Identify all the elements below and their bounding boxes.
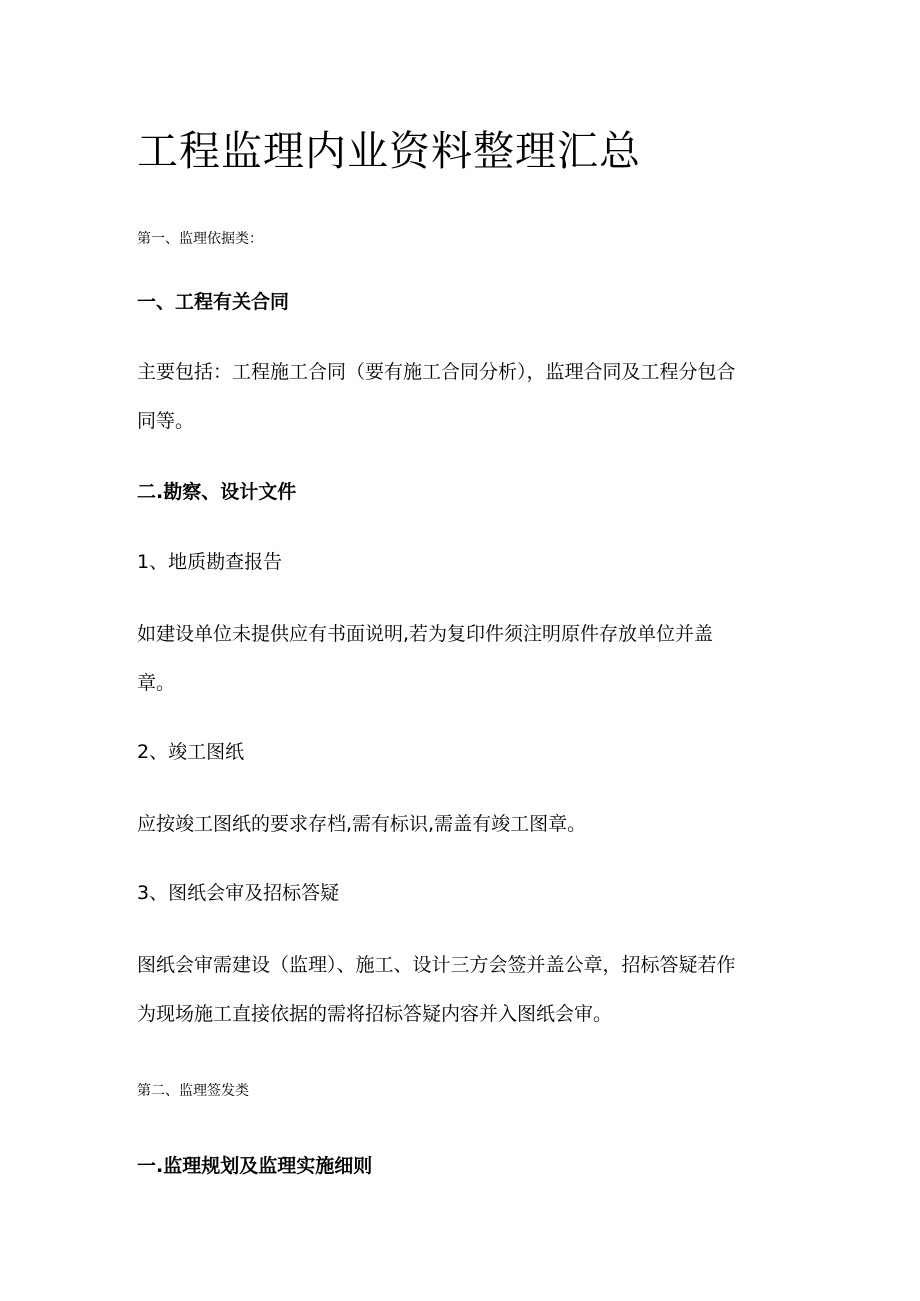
item-heading: 3、图纸会审及招标答疑 [137, 882, 340, 904]
document-title: 工程监理内业资料整理汇总 [137, 127, 641, 175]
part-heading: 第一、监理依据类： [137, 231, 263, 247]
paragraph-line: 如建设单位未提供应有书面说明,若为复印件须注明原件存放单位并盖 [137, 623, 714, 645]
section-heading: 一、工程有关合同 [137, 291, 290, 313]
item-heading: 1、地质勘查报告 [137, 551, 283, 573]
paragraph-line: 应按竣工图纸的要求存档,需有标识,需盖有竣工图章。 [137, 813, 587, 835]
paragraph-line: 主要包括：工程施工合同（要有施工合同分析），监理合同及工程分包合 [137, 361, 736, 383]
paragraph-line: 为现场施工直接依据的需将招标答疑内容并入图纸会审。 [137, 1003, 613, 1025]
paragraph-line: 章。 [137, 672, 176, 694]
section-heading: 一.监理规划及监理实施细则 [137, 1155, 373, 1177]
paragraph-line: 同等。 [137, 410, 195, 432]
item-heading: 2、竣工图纸 [137, 741, 245, 763]
paragraph-line: 图纸会审需建设（监理）、施工、设计三方会签并盖公章，招标答疑若作 [137, 954, 736, 976]
section-heading: 二.勘察、设计文件 [137, 481, 297, 503]
part-heading: 第二、监理签发类 [137, 1083, 249, 1099]
